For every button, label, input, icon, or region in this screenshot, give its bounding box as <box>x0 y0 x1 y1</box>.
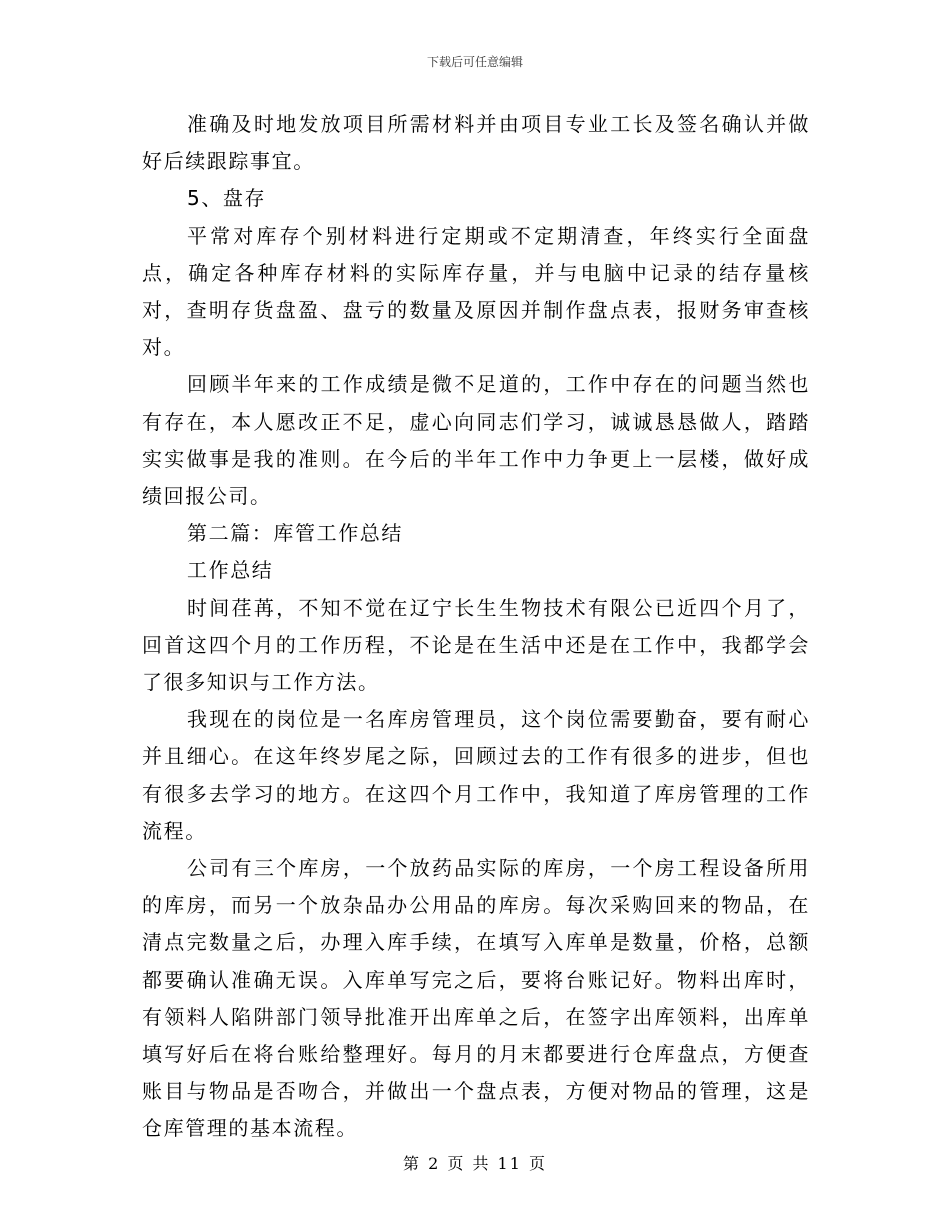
section-heading-inventory: 5、盘存 <box>187 186 267 211</box>
paragraph-inventory-check: 平常对库存个别材料进行定期或不定期清查，年终实行全面盘点，确定各种库存材料的实际库存量，并与电脑中记录的结存量核对，查明存货盘盈、盘亏的数量及原因并制作盘点表，报财务审查核对。 <box>142 223 810 360</box>
paragraph-half-year-review: 回顾半年来的工作成绩是微不足道的，工作中存在的问题当然也有存在，本人愿改正不足，虚心向同志们学习，诚诚恳恳做人，踏踏实实做事是我的准则。在今后的半年工作中力争更上一层楼，做好成绩回报公司。 <box>142 372 810 509</box>
paragraph-warehouse-process: 公司有三个库房，一个放药品实际的库房，一个房工程设备所用的库房，而另一个放杂品办公用品的库房。每次采购回来的物品，在清点完数量之后，办理入库手续，在填写入库单是数量，价格，总额都要确认准确无误。入库单写完之后，要将台账记好。物料出库时，有领料人陷阱部门领导批准开出库单之后，在签字出库领料，出库单填写好后在将台账给整理好。每月的月末都要进行仓库盘点，方便查账目与物品是否吻合，并做出一个盘点表，方便对物品的管理，这是仓库管理的基本流程。 <box>142 856 810 1141</box>
document-body <box>142 106 810 1148</box>
paragraph-time-passes: 时间荏苒，不知不觉在辽宁长生生物技术有限公已近四个月了，回首这四个月的工作历程，不论是在生活中还是在工作中，我都学会了很多知识与工作方法。 <box>142 595 810 695</box>
page-footer: 第 2 页 共 11 页 <box>403 1154 547 1173</box>
subheading-work-summary: 工作总结 <box>187 558 274 583</box>
page-header: 下载后可任意编辑 <box>426 55 523 69</box>
paragraph-material-issue: 准确及时地发放项目所需材料并由项目专业工长及签名确认并做好后续跟踪事宜。 <box>142 112 810 174</box>
chapter-heading-second: 第二篇：库管工作总结 <box>187 521 403 546</box>
paragraph-current-position: 我现在的岗位是一名库房管理员，这个岗位需要勤奋，要有耐心并且细心。在这年终岁尾之际，回顾过去的工作有很多的进步，但也有很多去学习的地方。在这四个月工作中，我知道了库房管理的工作流程。 <box>142 707 810 843</box>
